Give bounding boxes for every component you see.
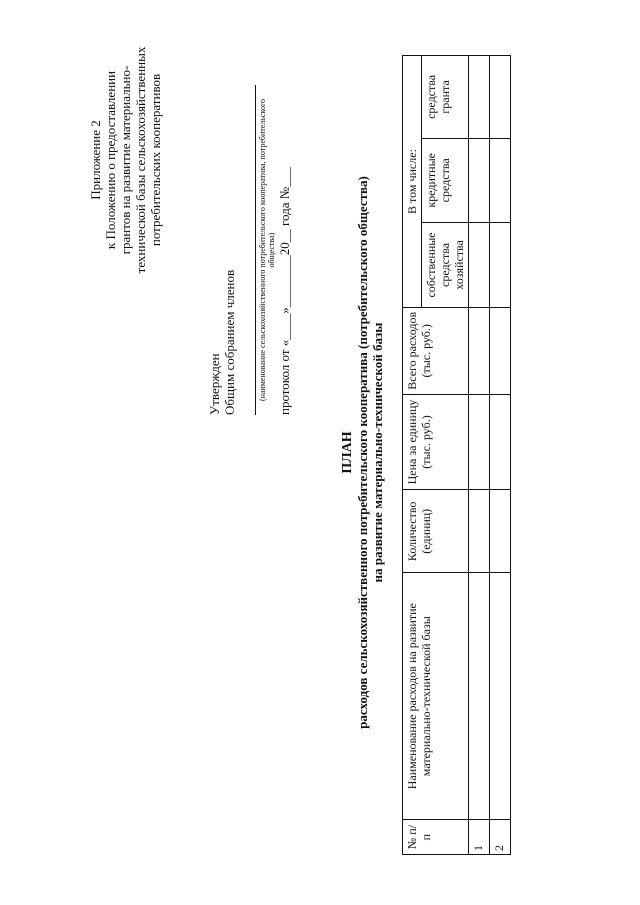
table-cell [490,490,511,573]
appendix-line: Приложение 2 [88,120,103,200]
table-cell [469,490,490,573]
row-number: 1 [469,820,490,855]
table-row [490,56,511,855]
row-number: 2 [490,820,511,855]
appendix-line: грантов на развитие материально- [118,65,133,255]
table-cell [469,138,490,222]
table-cell [490,573,511,820]
table-cell [490,308,511,394]
header-unit-price: Цена за единицу (тыс. руб.) [403,394,469,490]
title-main: ПЛАН [340,431,355,474]
table-cell [490,138,511,222]
header-row [403,56,422,855]
table-cell [469,56,490,139]
organization-name-line [237,85,256,415]
appendix-header [88,20,163,300]
appendix-line: к Положению о предоставлении [103,70,118,250]
protocol-line: протокол от «____»________20__ года №___ [277,167,292,415]
approval-line: Общим собранием членов [222,269,237,415]
table-row [469,56,490,855]
header-credit-funds: кредитные средства [422,138,469,222]
expense-plan-table [402,55,511,855]
header-quantity: Количество (единиц) [403,490,469,573]
appendix-line: потребительских кооперативов [148,73,163,247]
header-including: В том числе: [403,56,422,308]
header-own-funds: собственные средства хозяйства [422,222,469,307]
table-cell [469,222,490,307]
approval-line: Утвержден [207,353,222,415]
header-num: № п/п [403,820,469,855]
table-cell [469,394,490,490]
document-title [340,60,385,845]
header-total: Всего расходов (тыс. руб.) [403,308,469,394]
table-cell [490,56,511,139]
header-name: Наименование расходов на развитие материально-технической базы [403,573,469,820]
header-grant-funds: средства гранта [422,56,469,139]
table-cell [490,394,511,490]
table-cell [469,308,490,394]
appendix-line: технической базы сельскохозяйственных [133,46,148,274]
title-line: на развитие материально-технической базы [370,322,385,583]
title-line: расходов сельскохозяйственного потребительского кооператива (потребительского общества) [355,176,370,729]
table-cell [469,573,490,820]
approval-block [207,55,292,415]
table-cell [490,222,511,307]
organization-name-note: (наименование сельскохозяйственного потребительского кооператива, потребительского общества) [258,98,276,402]
